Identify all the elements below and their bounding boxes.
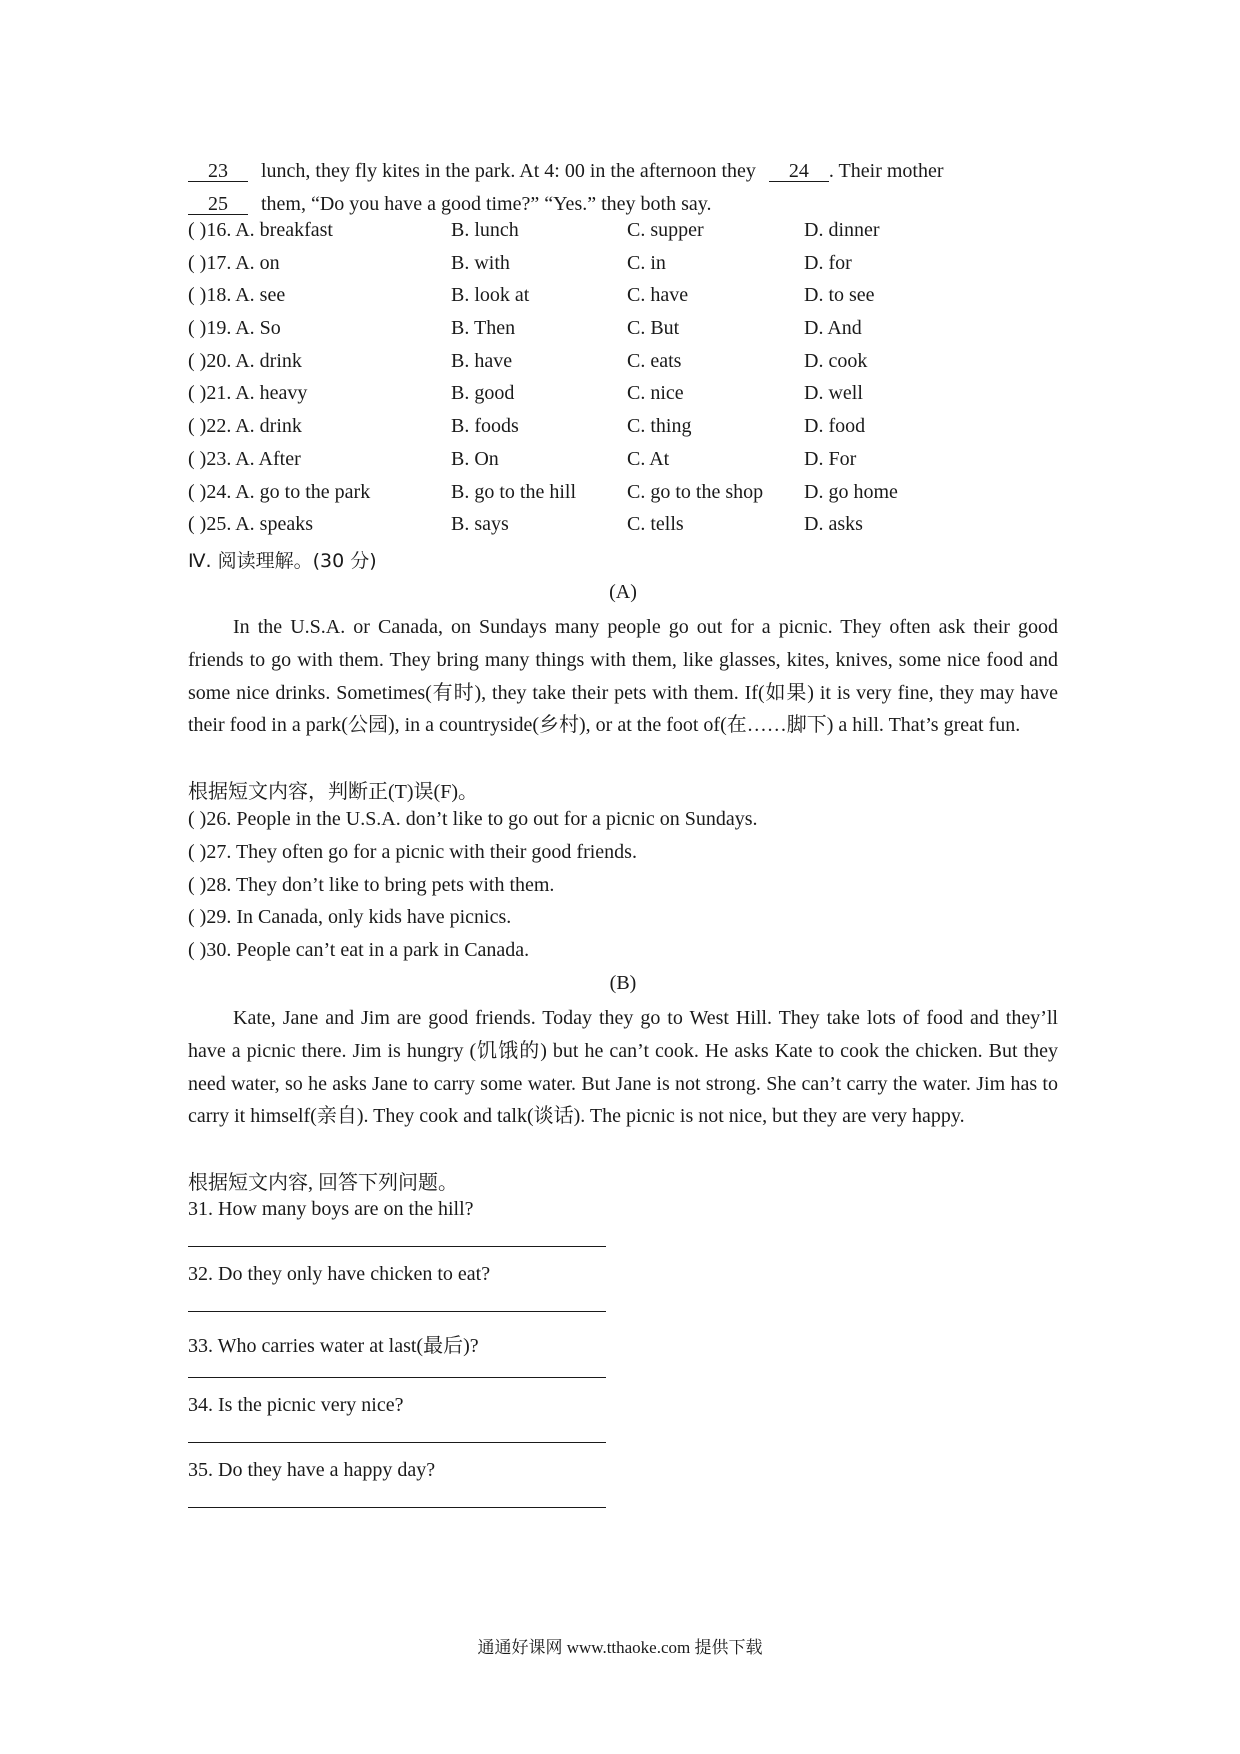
question-text: 34. Is the picnic very nice? bbox=[188, 1393, 404, 1416]
option-row bbox=[188, 317, 1068, 350]
option-d: D. to see bbox=[804, 284, 875, 307]
option-a: ( )18. A. see bbox=[188, 284, 286, 307]
option-a: ( )20. A. drink bbox=[188, 349, 302, 372]
tf-item: ( )29. In Canada, only kids have picnics. bbox=[188, 906, 512, 929]
option-row bbox=[188, 350, 1068, 383]
option-c: C. nice bbox=[627, 382, 684, 405]
option-row bbox=[188, 448, 1068, 481]
option-a: ( )22. A. drink bbox=[188, 415, 302, 438]
question-text: 33. Who carries water at last(最后)? bbox=[188, 1334, 479, 1357]
option-c: C. go to the shop bbox=[627, 480, 764, 503]
option-c: C. But bbox=[627, 317, 680, 340]
option-row bbox=[188, 284, 1068, 317]
blank-24: 24 bbox=[769, 161, 829, 182]
option-a: ( )23. A. After bbox=[188, 447, 301, 470]
option-d: D. food bbox=[804, 415, 866, 438]
passage-a-label: (A) bbox=[609, 581, 637, 603]
cloze-text-1: lunch, they fly kites in the park. At 4: 00 in the afternoon they bbox=[261, 160, 756, 182]
option-a: ( )24. A. go to the park bbox=[188, 480, 371, 503]
tf-item: ( )27. They often go for a picnic with their good friends. bbox=[188, 840, 637, 863]
option-c: C. in bbox=[627, 251, 666, 274]
option-b: B. good bbox=[451, 382, 515, 405]
answer-line[interactable] bbox=[188, 1311, 606, 1312]
option-d: D. And bbox=[804, 317, 862, 340]
option-a: ( )25. A. speaks bbox=[188, 513, 313, 536]
option-c: C. supper bbox=[627, 219, 704, 241]
option-row bbox=[188, 481, 1068, 514]
option-a: ( )17. A. on bbox=[188, 251, 280, 274]
tf-item: ( )30. People can’t eat in a park in Canada. bbox=[188, 939, 530, 962]
option-b: B. with bbox=[451, 251, 510, 274]
question-item bbox=[188, 1329, 1068, 1394]
blank-25: 25 bbox=[188, 194, 248, 215]
question-item bbox=[188, 1394, 1068, 1459]
option-b: B. have bbox=[451, 349, 513, 372]
option-a: ( )21. A. heavy bbox=[188, 382, 308, 405]
option-d: D. asks bbox=[804, 513, 863, 536]
option-c: C. have bbox=[627, 284, 689, 307]
cloze-text-3: them, “Do you have a good time?” “Yes.” they both say. bbox=[261, 193, 712, 215]
option-row bbox=[188, 252, 1068, 285]
cloze-passage-tail bbox=[188, 155, 1068, 221]
question-item bbox=[188, 1198, 1068, 1263]
option-c: C. At bbox=[627, 447, 670, 470]
answer-line[interactable] bbox=[188, 1507, 606, 1508]
cloze-text-2: . Their mother bbox=[828, 160, 944, 182]
option-row bbox=[188, 415, 1068, 448]
option-d: D. dinner bbox=[804, 219, 880, 241]
option-d: D. well bbox=[804, 382, 863, 405]
tf-item: ( )28. They don’t like to bring pets with them. bbox=[188, 873, 555, 896]
passage-a-instruction: 根据短文内容，判断正(T)误(F)。 bbox=[188, 781, 478, 803]
option-b: B. lunch bbox=[451, 219, 519, 241]
option-d: D. for bbox=[804, 251, 852, 274]
option-d: D. go home bbox=[804, 480, 898, 503]
answer-line[interactable] bbox=[188, 1246, 606, 1247]
question-list bbox=[188, 1198, 1068, 1524]
answer-line[interactable] bbox=[188, 1442, 606, 1443]
section-heading: Ⅳ. 阅读理解。(30 分) bbox=[188, 550, 377, 572]
page-footer: 通通好课网 www.tthaoke.com 提供下载 bbox=[477, 1638, 763, 1657]
option-b: B. foods bbox=[451, 415, 519, 438]
option-d: D. For bbox=[804, 447, 857, 470]
option-row bbox=[188, 382, 1068, 415]
question-item bbox=[188, 1459, 1068, 1524]
option-row bbox=[188, 219, 1068, 252]
tf-item: ( )26. People in the U.S.A. don’t like to go out for a picnic on Sundays. bbox=[188, 808, 758, 830]
question-item bbox=[188, 1263, 1068, 1328]
option-c: C. eats bbox=[627, 349, 682, 372]
question-text: 32. Do they only have chicken to eat? bbox=[188, 1263, 491, 1286]
choice-options-table bbox=[188, 219, 1068, 546]
passage-b-label: (B) bbox=[609, 972, 637, 994]
option-c: C. thing bbox=[627, 415, 692, 438]
passage-a-text: In the U.S.A. or Canada, on Sundays many people go out for a picnic. They often ask their good friends to go with them. They bring many things with them, like glasses, kites, knives, some nice food and some nice drinks. Sometimes(有时), they take their pets with them. If(如果) it is very fine, they may have their food in a park(公园), in a countryside(乡村), or at the foot of(在……脚下) a hill. That’s great fun. bbox=[188, 616, 1058, 737]
option-b: B. On bbox=[451, 447, 499, 470]
option-b: B. Then bbox=[451, 317, 516, 340]
option-b: B. look at bbox=[451, 284, 530, 307]
option-a: ( )16. A. breakfast bbox=[188, 219, 333, 241]
question-text: 35. Do they have a happy day? bbox=[188, 1459, 436, 1482]
blank-23: 23 bbox=[188, 161, 248, 182]
passage-b-text: Kate, Jane and Jim are good friends. Today they go to West Hill. They take lots of food and they’ll have a picnic there. Jim is hungry (饥饿的) but he can’t cook. He asks Kate to cook the chicken. But they need water, so he asks Jane to carry some water. But Jane is not strong. She can’t carry the water. Jim has to carry it himself(亲自). They cook and talk(谈话). The picnic is not nice, but they are very happy. bbox=[188, 1007, 1058, 1128]
option-c: C. tells bbox=[627, 513, 684, 536]
option-row bbox=[188, 513, 1068, 546]
question-text: 31. How many boys are on the hill? bbox=[188, 1198, 474, 1220]
passage-b-instruction: 根据短文内容, 回答下列问题。 bbox=[188, 1172, 458, 1194]
option-a: ( )19. A. So bbox=[188, 317, 281, 340]
option-d: D. cook bbox=[804, 349, 868, 372]
option-b: B. go to the hill bbox=[451, 480, 576, 503]
option-b: B. says bbox=[451, 513, 509, 536]
true-false-list bbox=[188, 808, 1068, 972]
answer-line[interactable] bbox=[188, 1377, 606, 1378]
